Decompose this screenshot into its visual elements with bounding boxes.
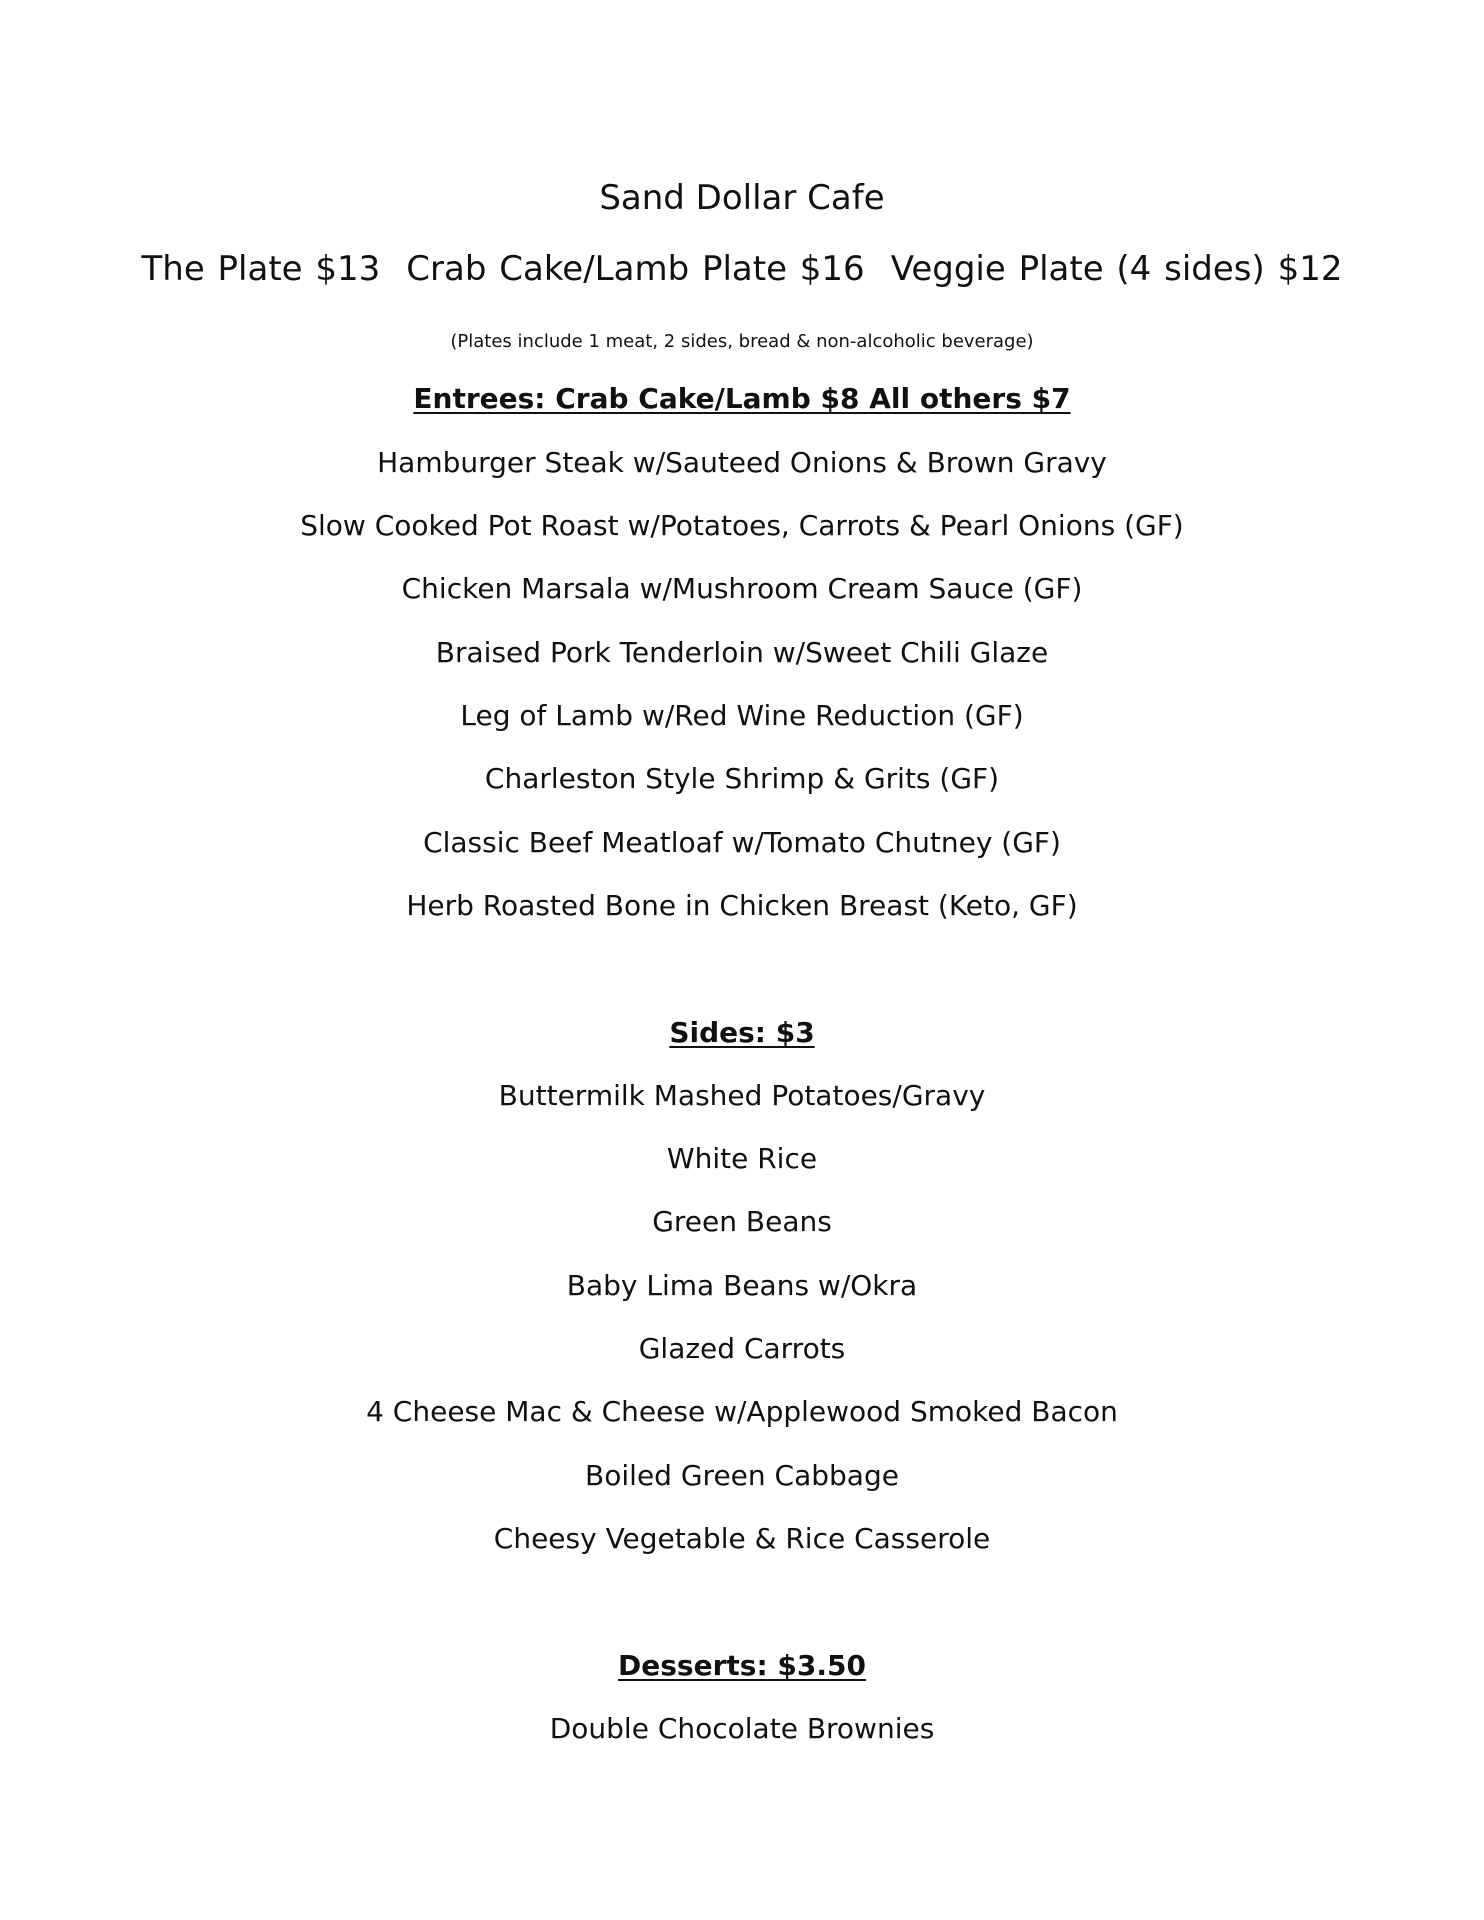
plate-price-crab-lamb: Crab Cake/Lamb Plate $16 [406, 249, 865, 289]
entree-item: Herb Roasted Bone in Chicken Breast (Keto, GF) [406, 889, 1078, 922]
side-item: White Rice [666, 1142, 818, 1175]
plate-prices [0, 249, 1484, 289]
entree-item: Slow Cooked Pot Roast w/Potatoes, Carrots & Pearl Onions (GF) [300, 509, 1184, 542]
desserts-heading: Desserts: $3.50 [618, 1649, 866, 1682]
plate-price-standard: The Plate $13 [141, 249, 381, 289]
side-item: Glazed Carrots [638, 1332, 846, 1365]
plates-note: (Plates include 1 meat, 2 sides, bread & non-alcoholic beverage) [450, 331, 1034, 352]
entree-item: Braised Pork Tenderloin w/Sweet Chili Glaze [435, 636, 1049, 669]
dessert-item: Double Chocolate Brownies [549, 1712, 935, 1745]
sides-heading: Sides: $3 [669, 1016, 815, 1049]
entree-item: Leg of Lamb w/Red Wine Reduction (GF) [460, 699, 1024, 732]
plate-price-veggie: Veggie Plate (4 sides) $12 [890, 249, 1343, 289]
side-item: Boiled Green Cabbage [585, 1459, 899, 1492]
entree-item: Classic Beef Meatloaf w/Tomato Chutney (GF) [423, 826, 1061, 859]
side-item: Green Beans [652, 1205, 832, 1238]
entree-item: Hamburger Steak w/Sauteed Onions & Brown Gravy [377, 446, 1107, 479]
side-item: 4 Cheese Mac & Cheese w/Applewood Smoked Bacon [366, 1395, 1118, 1428]
side-item: Baby Lima Beans w/Okra [566, 1269, 918, 1302]
entrees-heading: Entrees: Crab Cake/Lamb $8 All others $7 [413, 382, 1071, 415]
entree-item: Charleston Style Shrimp & Grits (GF) [484, 762, 1000, 795]
entree-item: Chicken Marsala w/Mushroom Cream Sauce (GF) [401, 572, 1083, 605]
side-item: Cheesy Vegetable & Rice Casserole [493, 1522, 991, 1555]
restaurant-name: Sand Dollar Cafe [599, 178, 885, 218]
side-item: Buttermilk Mashed Potatoes/Gravy [498, 1079, 986, 1112]
